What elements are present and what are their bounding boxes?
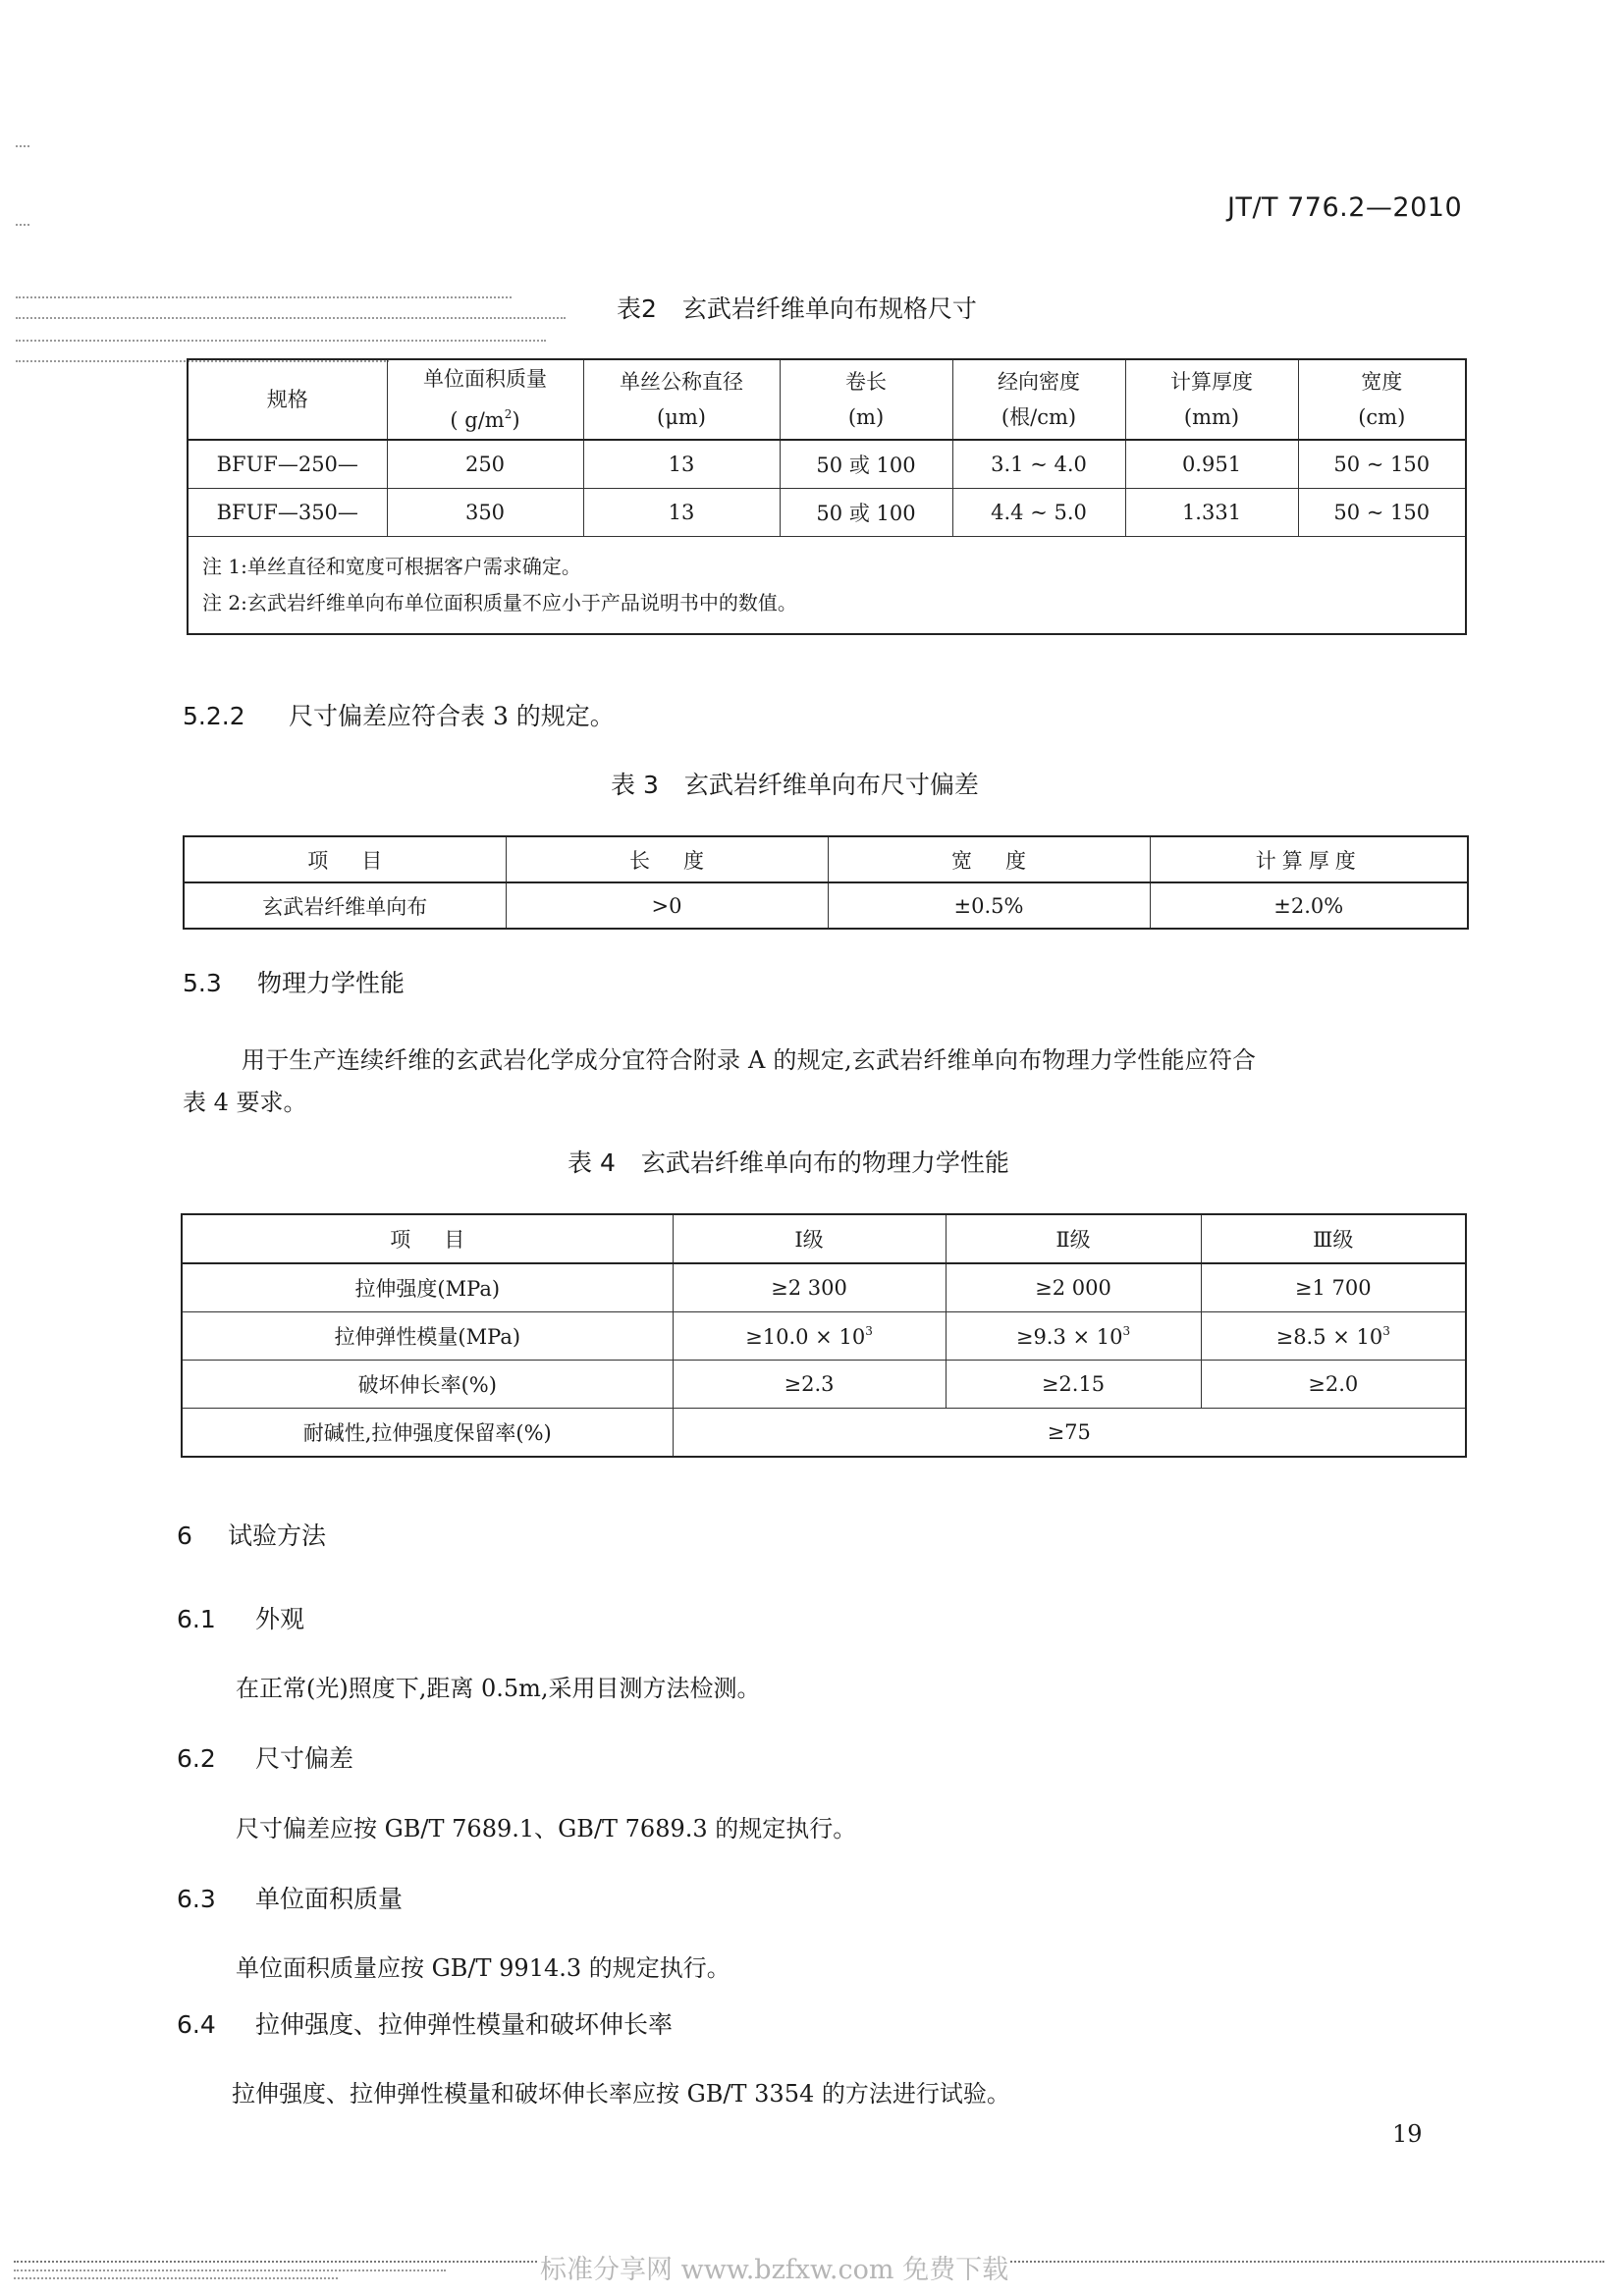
- table3-header-cell: 长度: [506, 836, 828, 882]
- table3: [183, 835, 1469, 930]
- table3-caption: [611, 766, 979, 801]
- table2-header-cell: 卷长 (m): [780, 359, 952, 440]
- table2-note: 注 2:玄武岩纤维单向布单位面积质量不应小于产品说明书中的数值。: [202, 591, 797, 614]
- section-5-3-paragraph-line2: 表 4 要求。: [183, 1089, 307, 1116]
- scan-artifact: [16, 224, 29, 226]
- table2-row: [188, 440, 1466, 489]
- table2-header-cell: 单位面积质量 ( $g/m^2$): [387, 359, 583, 440]
- section-6-1-heading: [177, 1600, 304, 1635]
- scan-artifact: [16, 145, 29, 147]
- section-6-3-heading: [177, 1880, 403, 1915]
- section-6-1-text: 在正常(光)照度下,距离 0.5m,采用目测方法检测。: [236, 1675, 761, 1702]
- table4-row: [182, 1361, 1466, 1409]
- table3-cell: ±2.0%: [1150, 882, 1468, 929]
- table4-cell: ≥2.3: [673, 1361, 946, 1409]
- table4-cell-item: 破坏伸长率(%): [182, 1361, 673, 1409]
- section-6-4-text: 拉伸强度、拉伸弹性模量和破坏伸长率应按 GB/T 3354 的方法进行试验。: [232, 2080, 1010, 2108]
- table2-header-cell: 规格: [188, 359, 387, 440]
- table2: [187, 358, 1467, 635]
- section-number: 5.2.2: [183, 702, 245, 730]
- table4-cell: ≥2.0: [1201, 1361, 1466, 1409]
- table2-header-row: [188, 359, 1466, 440]
- table3-cell: >0: [506, 882, 828, 929]
- table2-header-cell: 宽度 (cm): [1298, 359, 1466, 440]
- scan-artifact: [14, 2277, 338, 2279]
- table3-row: [184, 882, 1468, 929]
- table2-header-cell: 单丝公称直径 (μm): [583, 359, 780, 440]
- table3-header-cell: 计算厚度: [1150, 836, 1468, 882]
- table4-cell: ≥2 300: [673, 1263, 946, 1312]
- table2-cell: 250: [387, 440, 583, 489]
- table4-header-cell: Ⅰ级: [673, 1214, 946, 1263]
- table2-cell: 0.951: [1125, 440, 1298, 489]
- section-title: 物理力学性能: [257, 969, 406, 997]
- section-title: 外观: [255, 1605, 305, 1633]
- table4-cell-merged: ≥75: [673, 1409, 1466, 1458]
- section-number: 6.1: [177, 1605, 216, 1633]
- section-text: 尺寸偏差应符合表 3 的规定。: [289, 702, 615, 730]
- table2-caption: [617, 290, 977, 325]
- section-number: 5.3: [183, 969, 222, 997]
- table2-cell: 13: [583, 489, 780, 537]
- table2-cell: 50 ~ 150: [1298, 489, 1466, 537]
- table4-caption-number: 表 4: [568, 1148, 616, 1177]
- table4-cell-item: 耐碱性,拉伸强度保留率(%): [182, 1409, 673, 1458]
- table4-cell: $\ge 9.3 \times 10^3$: [946, 1312, 1201, 1361]
- table2-caption-number: 表2: [617, 294, 657, 323]
- section-title: 拉伸强度、拉伸弹性模量和破坏伸长率: [255, 2010, 674, 2039]
- table4-cell-item: 拉伸强度(MPa): [182, 1263, 673, 1312]
- standard-code: JT/T 776.2—2010: [1227, 192, 1463, 223]
- table2-caption-title: 玄武岩纤维单向布规格尺寸: [681, 294, 977, 323]
- section-title: 试验方法: [228, 1522, 327, 1550]
- watermark-text: 标准分享网 www.bzfxw.com 免费下载: [538, 2248, 1010, 2286]
- table2-row: [188, 489, 1466, 537]
- table2-cell-spec: BFUF—350—: [188, 489, 387, 537]
- table4-cell-item: 拉伸弹性模量(MPa): [182, 1312, 673, 1361]
- scan-artifact: [14, 2269, 446, 2271]
- scan-artifact: [16, 317, 566, 319]
- section-title: 单位面积质量: [255, 1885, 404, 1913]
- table4-cell: $\ge 10.0 \times 10^3$: [673, 1312, 946, 1361]
- table4-header-row: [182, 1214, 1466, 1263]
- table4-cell: ≥2.15: [946, 1361, 1201, 1409]
- section-6-4-heading: [177, 2005, 673, 2041]
- section-6-3-text: 单位面积质量应按 GB/T 9914.3 的规定执行。: [236, 1954, 730, 1982]
- table2-notes: [188, 537, 1466, 635]
- table3-header-cell: 项目: [184, 836, 506, 882]
- table3-header-cell: 宽度: [828, 836, 1150, 882]
- table4-row: [182, 1312, 1466, 1361]
- table4-caption: [568, 1144, 1009, 1179]
- table4: [181, 1213, 1467, 1458]
- table2-cell: 3.1 ~ 4.0: [952, 440, 1125, 489]
- table4-row: [182, 1263, 1466, 1312]
- table4-caption-title: 玄武岩纤维单向布的物理力学性能: [640, 1148, 1009, 1177]
- section-6-2-text: 尺寸偏差应按 GB/T 7689.1、GB/T 7689.3 的规定执行。: [236, 1815, 857, 1842]
- table4-header-cell: 项目: [182, 1214, 673, 1263]
- table3-caption-title: 玄武岩纤维单向布尺寸偏差: [683, 771, 979, 799]
- table2-cell: 13: [583, 440, 780, 489]
- table2-cell: 50 或 100: [780, 489, 952, 537]
- table2-cell: 50 ~ 150: [1298, 440, 1466, 489]
- table4-merged-row: [182, 1409, 1466, 1458]
- table3-cell: ±0.5%: [828, 882, 1150, 929]
- section-title: 尺寸偏差: [255, 1744, 354, 1773]
- section-number: 6.3: [177, 1885, 216, 1913]
- table4-cell: $\ge 8.5 \times 10^3$: [1201, 1312, 1466, 1361]
- section-number: 6.2: [177, 1744, 216, 1773]
- section-5-2-2: [183, 697, 615, 732]
- table2-cell-spec: BFUF—250—: [188, 440, 387, 489]
- table2-cell: 1.331: [1125, 489, 1298, 537]
- page-number: 19: [1392, 2120, 1423, 2148]
- table2-notes-row: [188, 537, 1466, 635]
- table2-cell: 50 或 100: [780, 440, 952, 489]
- table2-cell: 4.4 ~ 5.0: [952, 489, 1125, 537]
- section-5-3-heading: [183, 964, 405, 999]
- table4-cell: ≥1 700: [1201, 1263, 1466, 1312]
- table2-header-cell: 经向密度 (根/cm): [952, 359, 1125, 440]
- scan-artifact: [16, 340, 546, 342]
- table4-header-cell: Ⅲ级: [1201, 1214, 1466, 1263]
- table3-cell-item: 玄武岩纤维单向布: [184, 882, 506, 929]
- section-5-3-paragraph-line1: 用于生产连续纤维的玄武岩化学成分宜符合附录 A 的规定,玄武岩纤维单向布物理力学性能应符合: [242, 1046, 1257, 1074]
- table2-note: 注 1:单丝直径和宽度可根据客户需求确定。: [202, 555, 581, 578]
- table4-header-cell: Ⅱ级: [946, 1214, 1201, 1263]
- section-6-2-heading: [177, 1739, 353, 1775]
- table3-header-row: [184, 836, 1468, 882]
- table2-header-cell: 计算厚度 (mm): [1125, 359, 1298, 440]
- scan-artifact: [16, 296, 512, 298]
- section-6-heading: [177, 1517, 326, 1552]
- section-number: 6.4: [177, 2010, 216, 2039]
- table2-cell: 350: [387, 489, 583, 537]
- table3-caption-number: 表 3: [611, 771, 659, 799]
- table4-cell: ≥2 000: [946, 1263, 1201, 1312]
- section-number: 6: [177, 1522, 192, 1550]
